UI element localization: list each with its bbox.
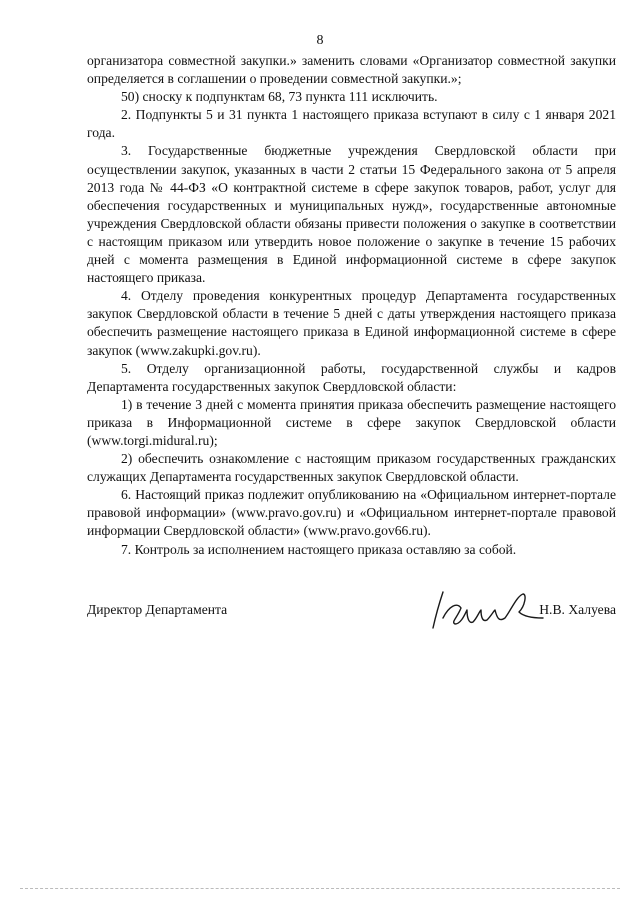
paragraph: организатора совместной закупки.» заменить словами «Организатор совместной закупки определяется в соглашении о проведении совместной закупки.»; bbox=[87, 53, 616, 87]
paragraph: 6. Настоящий приказ подлежит опубликованию на «Официальном интернет-портале правовой информации» (www.pravo.gov.ru) и «Официальном интернет-портале правовой информации Свердловской области» (www.pravo.gov66.ru). bbox=[87, 487, 616, 539]
paragraph: 2) обеспечить ознакомление с настоящим приказом государственных гражданских служащих Департамента государственных закупок Свердловской области. bbox=[87, 451, 616, 485]
paragraph: 4. Отделу проведения конкурентных процедур Департамента государственных закупок Свердловской области в течение 5 дней с даты утверждения настоящего приказа обеспечить размещение настоящего приказа в Единой информационной системе в сфере закупок (www.zakupki.gov.ru). bbox=[87, 288, 616, 358]
paragraph: 5. Отделу организационной работы, государственной службы и кадров Департамента государственных закупок Свердловской области: bbox=[87, 360, 616, 394]
handwritten-signature bbox=[427, 588, 547, 632]
signatory-position: Директор Департамента bbox=[87, 602, 228, 617]
paragraph: 50) сноску к подпунктам 68, 73 пункта 111 исключить. bbox=[121, 89, 438, 105]
paragraph: 1) в течение 3 дней с момента принятия приказа обеспечить размещение настоящего приказа в Информационной системе в сфере закупок Свердловской области (www.torgi.midural.ru); bbox=[87, 396, 616, 448]
signatory-name: Н.В. Халуева bbox=[539, 602, 616, 617]
paragraph: 2. Подпункты 5 и 31 пункта 1 настоящего приказа вступают в силу с 1 января 2021 года. bbox=[87, 107, 616, 141]
signature-block bbox=[87, 600, 616, 640]
paragraph: 3. Государственные бюджетные учреждения Свердловской области при осуществлении закупок, указанных в части 2 статьи 15 Федерального закона от 5 апреля 2013 года № 44-ФЗ «О контрактной системе в сфере закупок товаров, работ, услуг для обеспечения государственных и муниципальных нужд», государственные автономные учреждения Свердловской области обязаны привести положения о закупке в соответствии с настоящим приказом или утвердить новое положение о закупке в течение 15 рабочих дней с момента размещения в Единой информационной системе в сфере закупок настоящего приказа. bbox=[87, 143, 616, 286]
document-body bbox=[87, 52, 616, 559]
paragraph: 7. Контроль за исполнением настоящего приказа оставляю за собой. bbox=[121, 541, 517, 557]
footer-divider bbox=[20, 888, 620, 889]
page-number: 8 bbox=[316, 33, 324, 48]
